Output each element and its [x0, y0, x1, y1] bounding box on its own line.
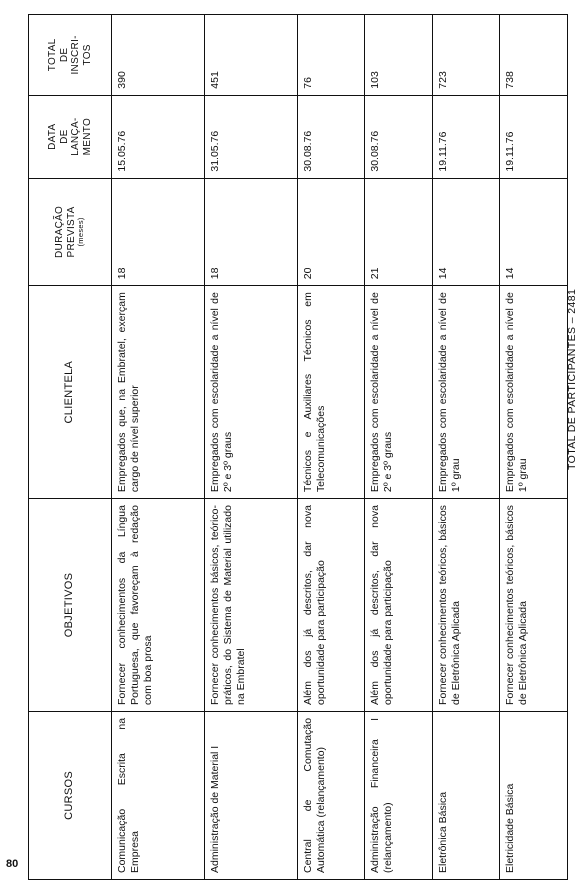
table-row [204, 15, 297, 880]
cell-objetivo: Fornecer conhecimentos básicos, teórico-práticos, do Sistema de Material utilizado na Embratel [204, 499, 297, 712]
table-row [432, 15, 500, 880]
cell-curso: Eletricidade Básica [500, 711, 568, 879]
header-duracao-unit: (meses) [76, 217, 86, 247]
cell-clientela: Técnicos e Auxiliares Técnicos em Telecomunicações [297, 286, 365, 499]
cell-duracao: 20 [297, 178, 365, 286]
page-number: 80 [6, 858, 19, 870]
courses-table-sheet [28, 14, 568, 880]
rotated-page-content [28, 10, 568, 880]
cell-total: 103 [365, 15, 433, 96]
table-row [112, 15, 205, 880]
cell-duracao: 14 [432, 178, 500, 286]
cell-objetivo: Fornecer conhecimentos teóricos, básicos de Eletrônica Aplicada [432, 499, 500, 712]
table-row [500, 15, 568, 880]
header-duracao-line-2: PREVISTA [65, 206, 77, 258]
header-data-line-2: DE [58, 129, 70, 144]
cell-total: 76 [297, 15, 365, 96]
header-duracao-line-1: DURAÇÃO [54, 205, 66, 258]
cell-objetivo: Além dos já descritos, dar nova oportunidade para participação [365, 499, 433, 712]
cell-data: 31.05.76 [204, 95, 297, 178]
cell-data: 15.05.76 [112, 95, 205, 178]
cell-data: 19.11.76 [500, 95, 568, 178]
table-header-row [29, 15, 112, 880]
header-data [29, 95, 112, 178]
header-total [29, 15, 112, 96]
cell-curso: Administração de Material I [204, 711, 297, 879]
table-row [297, 15, 365, 880]
cell-total: 738 [500, 15, 568, 96]
cell-total: 390 [112, 15, 205, 96]
header-total-line-3: INSCRI- [70, 35, 81, 75]
header-total-line-2: DE [58, 47, 70, 63]
cell-objetivo: Fornecer conhecimentos teóricos, básicos de Eletrônica Aplicada [500, 499, 568, 712]
header-data-line-3: LANÇA- [70, 117, 81, 156]
cell-duracao: 21 [365, 178, 433, 286]
header-total-line-1: TOTAL [47, 38, 58, 72]
cell-objetivo: Além dos já descritos, dar nova oportunidade para participação [297, 499, 365, 712]
cell-objetivo: Fornecer conhecimentos da Língua Portuguesa, que favoreçam à redação com boa prosa [112, 499, 205, 712]
cell-duracao: 18 [112, 178, 205, 286]
header-data-line-1: DATA [47, 123, 58, 150]
cell-curso: Central de Comutação Automática (relançamento) [297, 711, 365, 879]
cell-data: 30.08.76 [365, 95, 433, 178]
header-clientela: CLIENTELA [29, 286, 112, 499]
courses-table [28, 14, 568, 880]
cell-data: 19.11.76 [432, 95, 500, 178]
cell-data: 30.08.76 [297, 95, 365, 178]
cell-clientela: Empregados que, na Embratel, exerçam cargo de nível superior [112, 286, 205, 499]
cell-curso: Eletrônica Básica [432, 711, 500, 879]
cell-duracao: 14 [500, 178, 568, 286]
cell-curso: Administração Financeira I (relançamento) [365, 711, 433, 879]
cell-clientela: Empregados com escolaridade a nível de 2º e 3º graus [204, 286, 297, 499]
cell-curso: Comunicação Escrita na Empresa [112, 711, 205, 879]
header-cursos: CURSOS [29, 711, 112, 879]
cell-total: 451 [204, 15, 297, 96]
cell-duracao: 18 [204, 178, 297, 286]
cell-total: 723 [432, 15, 500, 96]
header-data-line-4: MENTO [81, 117, 93, 156]
header-duracao [29, 178, 112, 286]
total-participants-footer: TOTAL DE PARTICIPANTES – 2481 [566, 288, 578, 470]
header-objetivos: OBJETIVOS [29, 499, 112, 712]
cell-clientela: Empregados com escolaridade a nível de 2º e 3º graus [365, 286, 433, 499]
cell-clientela: Empregados com escolaridade a nível de 1º grau [432, 286, 500, 499]
header-total-line-4: TOS [81, 44, 93, 66]
table-row [365, 15, 433, 880]
cell-clientela: Empregados com escolaridade a nível de 1º grau [500, 286, 568, 499]
